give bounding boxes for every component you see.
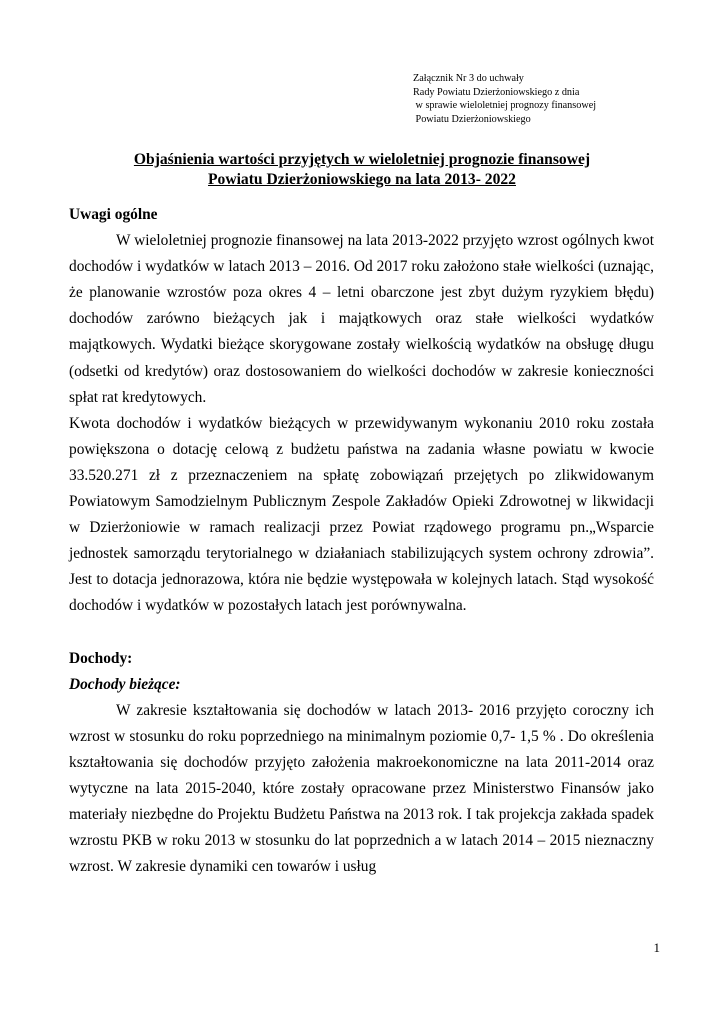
attachment-note — [413, 72, 703, 126]
attachment-note-line: Powiatu Dzierżoniowskiego — [413, 113, 531, 125]
current-income-heading: Dochody bieżące: — [69, 675, 181, 693]
attachment-note-line: w sprawie wieloletniej prognozy finansowej — [413, 100, 597, 112]
title-line-2: Powiatu Dzierżoniowskiego na lata 2013- 2022 — [208, 171, 516, 188]
general-remarks-paragraph-2: Kwota dochodów i wydatków bieżących w przewidywanym wykonaniu 2010 roku została powiększona o dotację celową z budżetu państwa na zadania własne powiatu w kwocie 33.520.271 zł z przeznaczeniem na spłatę zobowiązań przejętych po zlikwidowanym Powiatowym Samodzielnym Publicznym Zespole Zakładów Opieki Zdrowotnej w likwidacji w Dzierżoniowie w ramach realizacji przez Powiat rządowego programu pn.„Wsparcie jednostek samorządu terytorialnego w działaniach stabilizujących system ochrony zdrowia”. Jest to dotacja jednorazowa, która nie będzie występowała w kolejnych latach. Stąd wysokość dochodów i wydatków w pozostałych latach jest porównywalna. — [69, 414, 654, 615]
attachment-note-line: Rady Powiatu Dzierżoniowskiego z dnia — [413, 86, 580, 98]
page-number: 1 — [653, 940, 660, 955]
title-line-1: Objaśnienia wartości przyjętych w wieloletniej prognozie finansowej — [133, 151, 591, 168]
spacer — [69, 620, 654, 646]
document-body — [69, 202, 654, 880]
current-income-paragraph: W zakresie kształtowania się dochodów w latach 2013- 2016 przyjęto coroczny ich wzrost w stosunku do roku poprzedniego na minimalnym poziomie 0,7- 1,5 % . Do określenia kształtowania się dochodów przyjęto założenia makroekonomiczne na lata 2011-2014 oraz wytyczne na lata 2015-2040, które zostały opracowane przez Ministerstwo Finansów jako materiały niezbędne do Projektu Budżetu Państwa na 2013 rok. I tak projekcja zakłada spadek wzrostu PKB w roku 2013 w stosunku do lat poprzednich a w latach 2014 – 2015 nieznaczny wzrost. W zakresie dynamiki cen towarów i usług — [69, 701, 654, 876]
attachment-note-line: Załącznik Nr 3 do uchwały — [413, 73, 524, 84]
document-title — [60, 150, 664, 190]
income-heading: Dochody: — [69, 649, 133, 667]
general-remarks-paragraph-1: W wieloletniej prognozie finansowej na lata 2013-2022 przyjęto wzrost ogólnych kwot dochodów i wydatków w latach 2013 – 2016. Od 2017 roku założono stałe wielkości (uznając, że planowanie wzrostów poza okres 4 – letni obarczone jest zbyt dużym ryzykiem błędu) dochodów zarówno bieżących jak i majątkowych oraz stałe wielkości wydatków majątkowych. Wydatki bieżące skorygowane zostały wielkością wydatków na obsługę długu (odsetki od kredytów) oraz dostosowaniem do wielkości dochodów w zakresie konieczności spłat rat kredytowych. — [69, 232, 654, 406]
general-remarks-heading: Uwagi ogólne — [69, 206, 158, 223]
